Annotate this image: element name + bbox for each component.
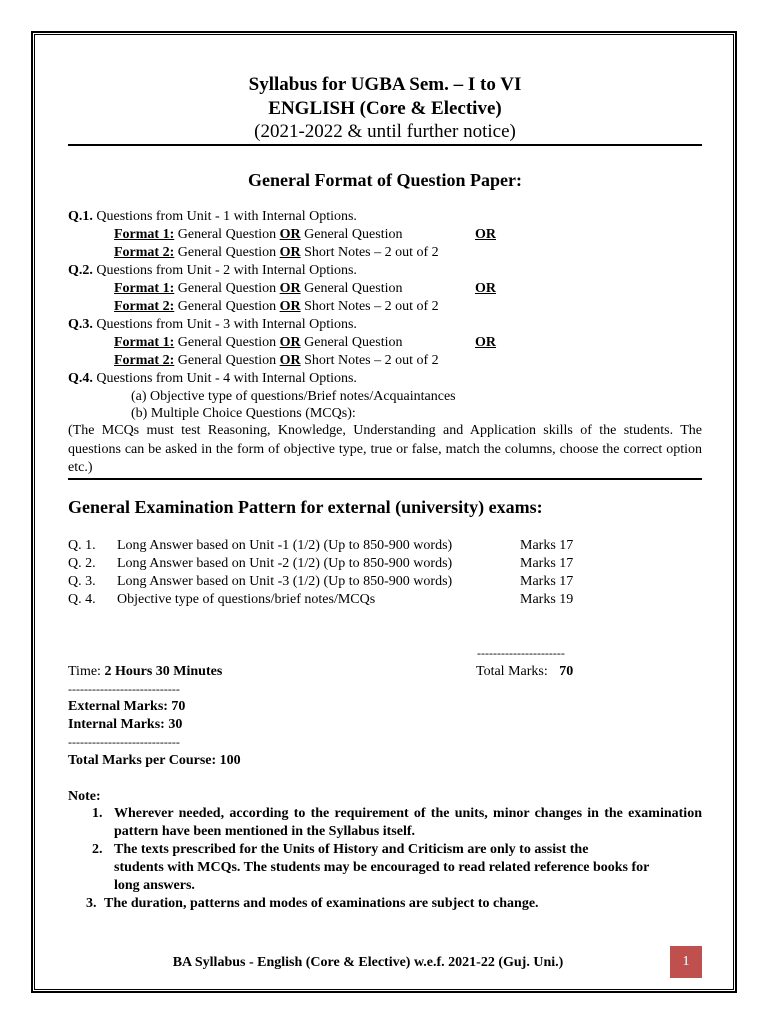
q3-format1: Format 1: General Question OR General Question	[114, 335, 403, 350]
dash-separator-2: ----------------------------	[68, 735, 180, 749]
q2-text: Questions from Unit - 2 with Internal Options.	[96, 263, 357, 278]
q1-text: Questions from Unit - 1 with Internal Options.	[96, 209, 357, 224]
q4-part-b: (b) Multiple Choice Questions (MCQs):	[131, 406, 356, 421]
document-subtitle: ENGLISH (Core & Elective)	[268, 98, 502, 119]
note-item-number: 2.	[92, 842, 103, 857]
time-value: 2 Hours 30 Minutes	[104, 664, 223, 679]
note-item-text: The duration, patterns and modes of examinations are subject to change.	[104, 896, 539, 911]
q1-or-separator: OR	[475, 227, 496, 242]
time-label: Time:	[68, 664, 105, 679]
q2-format1: Format 1: General Question OR General Question	[114, 281, 403, 296]
total-marks-value: 70	[559, 664, 574, 679]
q4-part-a: (a) Objective type of questions/Brief notes/Acquaintances	[131, 389, 456, 404]
mcq-note-paragraph: (The MCQs must test Reasoning, Knowledge, Understanding and Application skills of the students. The questions can be asked in the form of objective type, true or false, match the columns, choose the correct option etc.)	[68, 423, 702, 475]
q1-number: Q.1.	[68, 209, 93, 224]
q1-format1: Format 1: General Question OR General Question	[114, 227, 403, 242]
note-item-text: The texts prescribed for the Units of History and Criticism are only to assist the	[114, 842, 589, 857]
internal-marks: Internal Marks: 30	[68, 717, 183, 732]
note-item-number: 3.	[86, 896, 97, 911]
q2-or-separator: OR	[475, 281, 496, 296]
q3-number: Q.3.	[68, 317, 93, 332]
footer-text: BA Syllabus - English (Core & Elective) w.e.f. 2021-22 (Guj. Uni.)	[172, 955, 564, 970]
q2-format2: Format 2: General Question OR Short Notes – 2 out of 2	[114, 299, 439, 314]
q3-text: Questions from Unit - 3 with Internal Options.	[96, 317, 357, 332]
q4-line	[68, 370, 357, 388]
total-marks-label: Total Marks:	[476, 664, 548, 679]
format-divider	[68, 478, 702, 480]
note-label: Note:	[68, 789, 101, 804]
total-marks-dash: ----------------------	[477, 646, 565, 660]
total-marks-per-course: Total Marks per Course: 100	[68, 753, 241, 768]
q1-line	[68, 208, 357, 226]
note-item-text: Wherever needed, according to the requirement of the units, minor changes in the examination pattern have been mentioned in the Syllabus itself.	[114, 806, 702, 839]
dash-separator: ----------------------------	[68, 682, 180, 696]
q3-format2: Format 2: General Question OR Short Notes – 2 out of 2	[114, 353, 439, 368]
page-number-badge: 1	[670, 946, 702, 978]
q4-text: Questions from Unit - 4 with Internal Options.	[96, 371, 357, 386]
document-title: Syllabus for UGBA Sem. – I to VI	[248, 74, 522, 95]
note-item-number: 1.	[92, 806, 103, 821]
header-divider	[68, 144, 702, 146]
document-session: (2021-2022 & until further notice)	[254, 121, 516, 142]
note-item-text: long answers.	[114, 878, 195, 893]
total-marks-line	[476, 663, 573, 681]
q1-format2: Format 2: General Question OR Short Notes – 2 out of 2	[114, 245, 439, 260]
pattern-heading: General Examination Pattern for external (university) exams:	[68, 497, 543, 517]
q2-line	[68, 262, 357, 280]
note-item-text: students with MCQs. The students may be encouraged to read related reference books for	[114, 860, 650, 875]
format-heading: General Format of Question Paper:	[248, 170, 522, 190]
q2-number: Q.2.	[68, 263, 93, 278]
q3-or-separator: OR	[475, 335, 496, 350]
q4-number: Q.4.	[68, 371, 93, 386]
time-line	[68, 663, 222, 681]
external-marks: External Marks: 70	[68, 699, 186, 714]
q3-line	[68, 316, 357, 334]
